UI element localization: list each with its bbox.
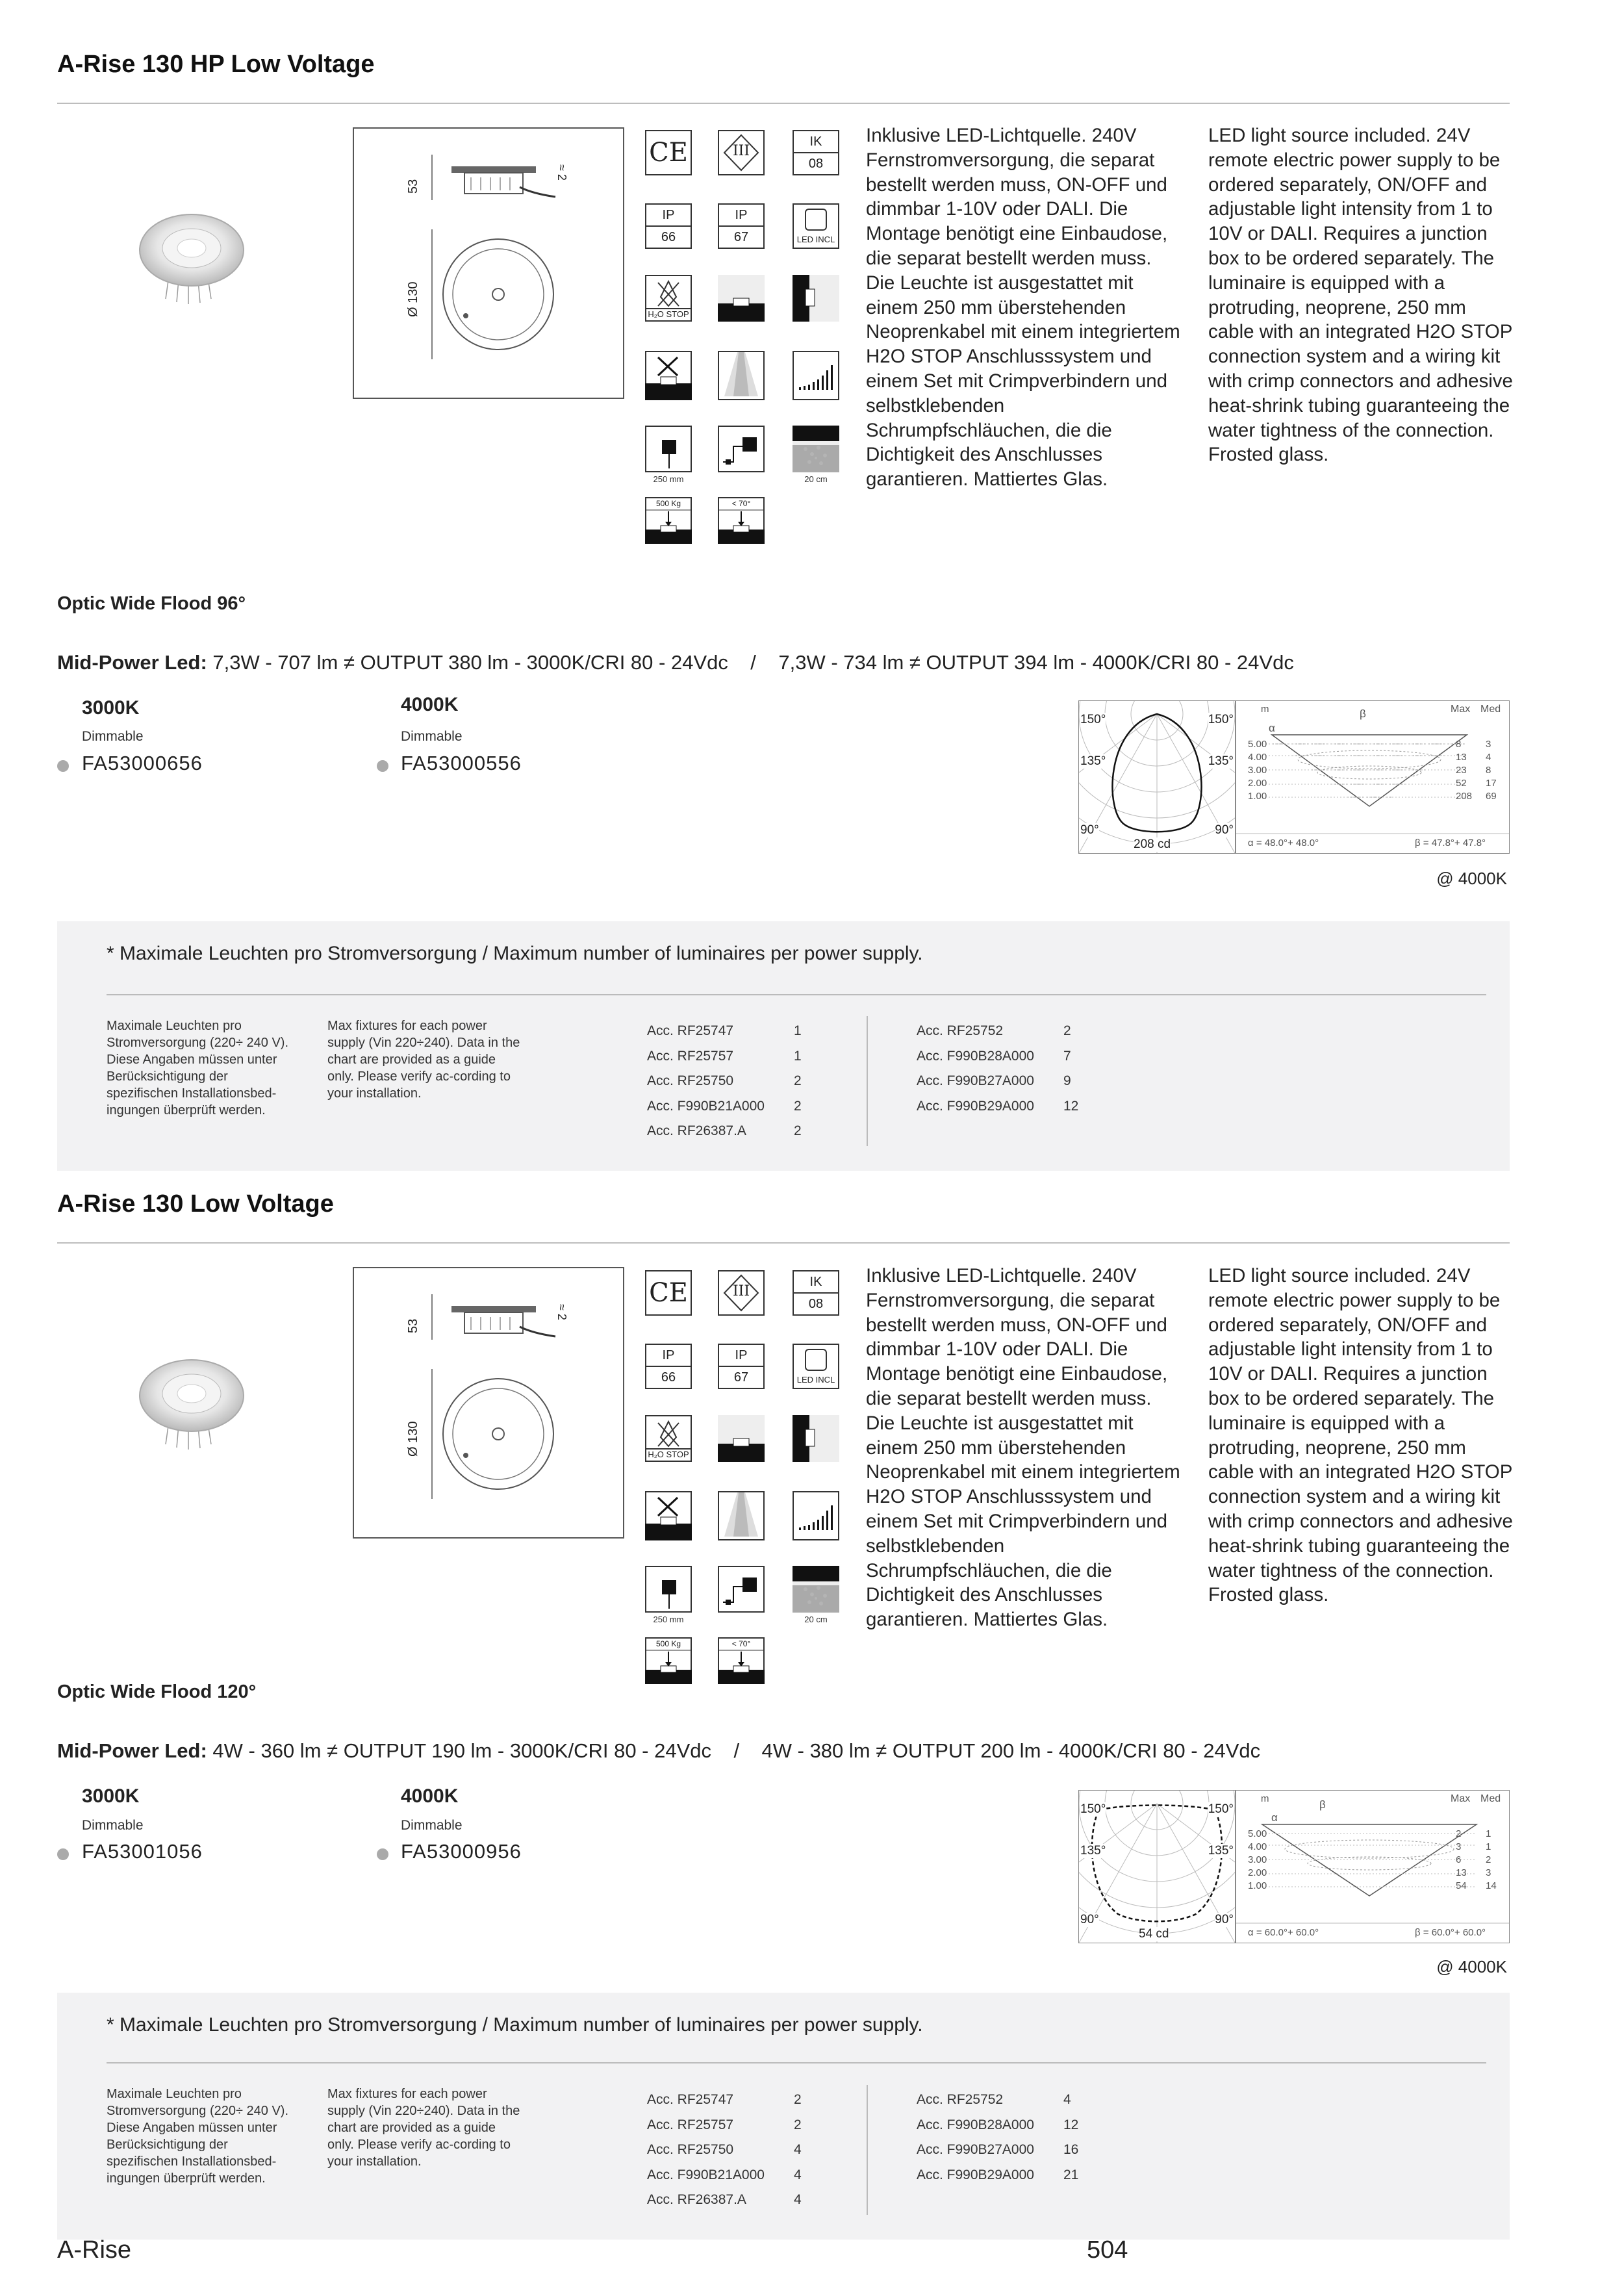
cct-3000k: 3000K (82, 697, 140, 719)
polar-angle-label: 150° (1080, 1802, 1106, 1816)
spec-text: 4W - 360 lm ≠ OUTPUT 190 lm - 3000K/CRI 80 - 24Vdc / 4W - 380 lm ≠ OUTPUT 200 lm - 4000K/CRI 80 - 24Vdc (212, 1739, 1261, 1762)
cable-length-icon (645, 426, 692, 472)
cone-unit: m (1261, 1793, 1269, 1804)
description-en: LED light source included. 24V remote electric power supply to be ordered separately, ON/OFF and adjustable light intensity from 1 to 10V or DALI. Requires a junction box to be ordered separately. The luminaire is equipped with a protruding, neoprene, 250 mm cable with an integrated H2O STOP connection system and a wiring kit with crimp connectors and adhesive heat-shrink tubing guaranteeing the water tightness of the connection. Frosted glass. (1208, 125, 1513, 466)
spec-label: Mid-Power Led: (57, 651, 207, 674)
polar-angle-label: 135° (1208, 1844, 1234, 1858)
technical-drawing (353, 1267, 624, 1539)
power-supply-panel (57, 1993, 1510, 2240)
polar-intensity-label: 208 cd (1134, 837, 1171, 851)
gap-dimension: ≈ 2 (555, 164, 568, 181)
spec-label: Mid-Power Led: (57, 1739, 207, 1762)
product-code: FA53000556 (401, 752, 522, 774)
acc-row: Acc. F990B29A000 12 (917, 1098, 1079, 1114)
section-title: A-Rise 130 Low Voltage (57, 1190, 334, 1218)
beam-icon (718, 351, 765, 400)
polar-angle-label: 90° (1215, 1913, 1234, 1926)
accessory-list (917, 2088, 1078, 2188)
beam-icon (718, 1491, 765, 1540)
cone-med-values: 1 1 2 3 14 (1486, 1828, 1497, 1891)
panel-divider (107, 2062, 1486, 2063)
load-icon: 500 Kg (645, 497, 692, 544)
dimmable-label: Dimmable (82, 1818, 144, 1833)
optic-label: Optic Wide Flood 96° (57, 593, 246, 614)
product-code: FA53000956 (401, 1840, 522, 1863)
dimming-icon (793, 351, 839, 400)
acc-row: Acc. F990B21A000 4 (647, 2167, 802, 2182)
acc-row: Acc. RF25750 4 (647, 2142, 802, 2157)
not-for-surface-icon (645, 1491, 692, 1540)
optic-label: Optic Wide Flood 120° (57, 1681, 257, 1702)
cone-unit: m (1261, 704, 1269, 715)
power-supply-note: * Maximale Leuchten pro Stromversorgung / Maximum number of luminaires per power supply. (107, 943, 923, 964)
accessory-list (917, 1019, 1078, 1119)
cable-length-icon (645, 1566, 692, 1613)
variant-dot (57, 1848, 69, 1860)
cone-max-header: Max (1451, 1793, 1471, 1804)
led-spec (57, 1739, 1260, 1763)
cone-beta: β (1319, 1798, 1326, 1811)
column-divider (867, 2085, 868, 2215)
dimmable-label: Dimmable (401, 1818, 463, 1833)
distance-label: 20 cm (804, 474, 828, 484)
polar-angle-label: 135° (1080, 754, 1106, 768)
ip67-icon: IP 67 (718, 1344, 765, 1389)
polar-angle-label: 90° (1215, 823, 1234, 837)
description-de: Inklusive LED-Lichtquelle. 240V Fernstromversorgung, die separat bestellt werden muss, ON-OFF und dimmbar 1-10V oder DALI. Die Montage benötigt eine Einbaudose, die separat bestellt werden muss. Die Leuchte ist ausgestattet mit einem 250 mm überstehenden Neoprenkabel mit einem integriertem H2O STOP Anschlusssystem und einem Set mit Crimpverbindern und selbstklebenden Schrumpfschläuchen, die die Dichtigkeit des Anschlusses garantieren. Mattiertes Glas. (866, 125, 1180, 491)
cone-max-values: 2 3 6 13 54 (1456, 1828, 1467, 1891)
variant-dot (57, 760, 69, 772)
cct-4000k: 4000K (401, 694, 459, 715)
acc-row: Acc. RF25747 1 (647, 1023, 802, 1038)
accessory-list (647, 2088, 802, 2213)
cct-4000k: 4000K (401, 1785, 459, 1807)
cone-alpha: α (1269, 722, 1275, 734)
cone-med-values: 3 4 8 17 69 (1486, 739, 1497, 802)
acc-row: Acc. RF26387.A 4 (647, 2192, 802, 2207)
divider (57, 1242, 1510, 1244)
polar-angle-label: 150° (1208, 1802, 1234, 1816)
ip67-icon: IP 67 (718, 203, 765, 249)
page-number: 504 (1087, 2236, 1128, 2264)
cone-med-header: Med (1480, 704, 1501, 715)
cone-heights: 5.00 4.00 3.00 2.00 1.00 (1248, 1828, 1267, 1891)
polar-angle-label: 135° (1208, 754, 1234, 768)
acc-row: Acc. RF25752 4 (917, 2092, 1071, 2107)
recessed-ground-icon (718, 1415, 765, 1462)
power-supply-note: * Maximale Leuchten pro Stromversorgung / Maximum number of luminaires per power supply. (107, 2014, 923, 2036)
panel-text-de: Maximale Leuchten pro Stromversorgung (220÷ 240 V). Diese Angaben müssen unter Berücksichtigung der spezifischen Installationsbed-ingungen überprüft werden. (107, 2087, 288, 2186)
acc-row: Acc. F990B21A000 2 (647, 1098, 802, 1114)
variant-dot (377, 760, 388, 772)
polar-angle-label: 150° (1080, 713, 1106, 726)
polar-angle-label: 90° (1080, 1913, 1099, 1926)
acc-row: Acc. F990B27A000 9 (917, 1073, 1071, 1088)
panel-divider (107, 994, 1486, 995)
acc-row: Acc. RF25752 2 (917, 1023, 1071, 1038)
ip66-icon: IP 66 (645, 203, 692, 249)
cone-heights: 5.00 4.00 3.00 2.00 1.00 (1248, 739, 1267, 802)
dimmable-label: Dimmable (401, 729, 463, 744)
ce-mark-icon: CE (645, 1270, 692, 1316)
ik-rating-icon: IK 08 (793, 1270, 839, 1316)
led-included-icon: LED INCL (793, 203, 839, 249)
description-en: LED light source included. 24V remote electric power supply to be ordered separately, ON/OFF and adjustable light intensity from 1 to 10V or DALI. Requires a junction box to be ordered separately. The luminaire is equipped with a protruding, neoprene, 250 mm cable with an integrated H2O STOP connection system and a wiring kit with crimp connectors and adhesive heat-shrink tubing guaranteeing the water tightness of the connection. Frosted glass. (1208, 1265, 1513, 1606)
height-dimension: 53 (406, 1318, 420, 1333)
class-iii-icon: III (718, 1270, 765, 1316)
cone-beta-range: β = 60.0°+ 60.0° (1415, 1927, 1486, 1938)
distance-icon (793, 426, 839, 472)
accessory-list (647, 1019, 802, 1144)
spec-text: 7,3W - 707 lm ≠ OUTPUT 380 lm - 3000K/CRI 80 - 24Vdc / 7,3W - 734 lm ≠ OUTPUT 394 lm - 4000K/CRI 80 - 24Vdc (212, 651, 1294, 674)
cct-3000k: 3000K (82, 1785, 140, 1807)
not-for-surface-icon (645, 351, 692, 400)
diameter-dimension: Ø 130 (406, 281, 420, 317)
product-photo (136, 1353, 247, 1451)
led-spec (57, 651, 1294, 674)
polar-intensity-label: 54 cd (1139, 1927, 1169, 1941)
dimmable-label: Dimmable (82, 729, 144, 744)
dimming-icon (793, 1491, 839, 1540)
acc-row: Acc. RF26387.A 2 (647, 1123, 802, 1138)
measured-at-label: @ 4000K (1436, 869, 1507, 888)
polar-angle-label: 150° (1208, 713, 1234, 726)
acc-row: Acc. F990B29A000 21 (917, 2167, 1079, 2182)
cone-diagram (1236, 1790, 1510, 1943)
polar-angle-label: 135° (1080, 1844, 1106, 1858)
wall-recessed-icon (793, 275, 839, 322)
led-included-icon: LED INCL (793, 1344, 839, 1389)
acc-row: Acc. F990B28A000 12 (917, 2117, 1079, 2132)
gap-dimension: ≈ 2 (555, 1304, 568, 1320)
ip66-icon: IP 66 (645, 1344, 692, 1389)
cone-beta: β (1360, 708, 1366, 720)
cable-exit-icon (718, 1566, 765, 1613)
ce-mark-icon: CE (645, 130, 692, 175)
cone-med-header: Med (1480, 1793, 1501, 1804)
product-code: FA53000656 (82, 752, 203, 774)
section-title: A-Rise 130 HP Low Voltage (57, 51, 375, 78)
footer-product-name: A-Rise (57, 2236, 132, 2264)
polar-diagram (1078, 1790, 1236, 1943)
acc-row: Acc. RF25757 2 (647, 2117, 802, 2132)
divider (57, 103, 1510, 104)
load-icon: 500 Kg (645, 1637, 692, 1684)
acc-row: Acc. F990B28A000 7 (917, 1048, 1071, 1064)
wall-recessed-icon (793, 1415, 839, 1462)
variant-dot (377, 1848, 388, 1860)
product-photo (136, 208, 247, 305)
distance-label: 20 cm (804, 1615, 828, 1624)
column-divider (867, 1016, 868, 1146)
cone-alpha: α (1271, 1811, 1278, 1824)
panel-text-de: Maximale Leuchten pro Stromversorgung (220÷ 240 V). Diese Angaben müssen unter Berücksichtigung der spezifischen Installationsbed-ingungen überprüft werden. (107, 1019, 288, 1118)
h2o-stop-icon: H₂O STOP (645, 1415, 692, 1462)
polar-diagram (1078, 700, 1236, 854)
measured-at-label: @ 4000K (1436, 1957, 1507, 1976)
cone-max-values: 8 13 23 52 208 (1456, 739, 1473, 802)
cable-length-label: 250 mm (653, 1615, 684, 1624)
technical-drawing (353, 127, 624, 399)
h2o-stop-icon: H₂O STOP (645, 275, 692, 322)
power-supply-panel (57, 921, 1510, 1171)
product-code: FA53001056 (82, 1840, 203, 1863)
distance-icon (793, 1566, 839, 1613)
cone-max-header: Max (1451, 704, 1471, 715)
cone-alpha-range: α = 60.0°+ 60.0° (1248, 1927, 1319, 1938)
panel-text-en: Max fixtures for each power supply (Vin 220÷240). Data in the chart are provided as a guide only. Please verify ac-cording to your installation. (327, 2087, 520, 2169)
cone-diagram (1236, 700, 1510, 854)
acc-row: Acc. F990B27A000 16 (917, 2142, 1079, 2157)
acc-row: Acc. RF25750 2 (647, 1073, 802, 1088)
drive-over-angle-icon: < 70° (718, 497, 765, 544)
class-iii-icon: III (718, 130, 765, 175)
cone-beta-range: β = 47.8°+ 47.8° (1415, 837, 1486, 849)
recessed-ground-icon (718, 275, 765, 322)
diameter-dimension: Ø 130 (406, 1421, 420, 1457)
acc-row: Acc. RF25757 1 (647, 1048, 802, 1064)
cable-length-label: 250 mm (653, 474, 684, 484)
description-de: Inklusive LED-Lichtquelle. 240V Fernstromversorgung, die separat bestellt werden muss, ON-OFF und dimmbar 1-10V oder DALI. Die Montage benötigt eine Einbaudose, die separat bestellt werden muss. Die Leuchte ist ausgestattet mit einem 250 mm überstehenden Neoprenkabel mit einem integriertem H2O STOP Anschlusssystem und einem Set mit Crimpverbindern und selbstklebenden Schrumpfschläuchen, die die Dichtigkeit des Anschlusses garantieren. Mattiertes Glas. (866, 1265, 1180, 1631)
cable-exit-icon (718, 426, 765, 472)
panel-text-en: Max fixtures for each power supply (Vin 220÷240). Data in the chart are provided as a guide only. Please verify ac-cording to your installation. (327, 1019, 520, 1101)
polar-angle-label: 90° (1080, 823, 1099, 837)
acc-row: Acc. RF25747 2 (647, 2092, 802, 2107)
cone-alpha-range: α = 48.0°+ 48.0° (1248, 837, 1319, 849)
ik-rating-icon: IK 08 (793, 130, 839, 175)
drive-over-angle-icon: < 70° (718, 1637, 765, 1684)
height-dimension: 53 (406, 179, 420, 194)
